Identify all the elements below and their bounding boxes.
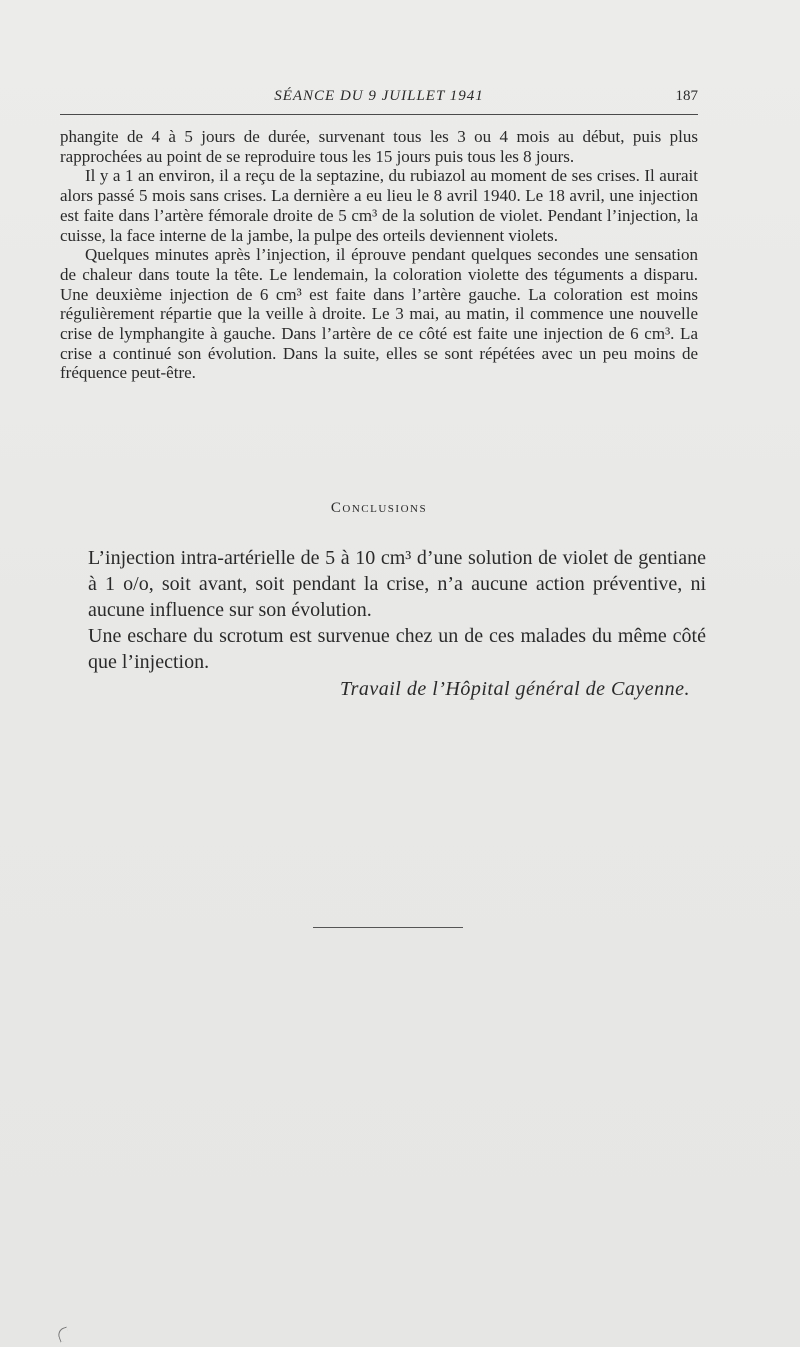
running-title: SÉANCE DU 9 JUILLET 1941: [274, 88, 484, 104]
header-rule: [60, 114, 698, 115]
paragraph-after-injection: Quelques minutes après l’injection, il éprouve pendant quelques secondes une sensation de chaleur dans toute la tête. Le lendemain, la coloration violette des téguments a disparu. Une deuxième injection de 6 cm³ est faite dans l’artère gauche. La coloration est moins régulièrement répartie que la veille à droite. Le 3 mai, au matin, il commence une nouvelle crise de lymphangite à gauche. Dans l’artère de ce côté est faite une injection de 6 cm³. La crise a continué son évolution. Dans la suite, elles se sont répétées avec un peu moins de fréquence peut-être.: [60, 245, 698, 383]
conclusion-paragraph-1: L’injection intra-artérielle de 5 à 10 cm³ d’une solution de violet de gentiane à 1 o/o, soit avant, soit pendant la crise, n’a aucune action préventive, ni aucune influence sur son évolution.: [88, 547, 706, 621]
end-rule: [313, 927, 463, 928]
signature-line: Travail de l’Hôpital général de Cayenne.: [340, 678, 690, 700]
page-number: 187: [675, 88, 698, 104]
conclusions-text: [88, 545, 706, 675]
conclusion-paragraph-2: Une eschare du scrotum est survenue chez un de ces malades du même côté que l’injection.: [88, 625, 706, 673]
body-text: [60, 127, 698, 383]
margin-mark: [56, 1327, 71, 1343]
section-title-conclusions: Conclusions: [330, 500, 428, 516]
paragraph-continuation: phangite de 4 à 5 jours de durée, survenant tous les 3 ou 4 mois au début, puis plus rapprochées au point de se reproduire tous les 15 jours puis tous les 8 jours.: [60, 127, 698, 166]
running-head: [60, 88, 698, 112]
paragraph-treatment: Il y a 1 an environ, il a reçu de la septazine, du rubiazol au moment de ses crises. Il aurait alors passé 5 mois sans crises. La dernière a eu lieu le 8 avril 1940. Le 18 avril, une injection est faite dans l’artère fémorale droite de 5 cm³ de la solution de violet. Pendant l’injection, la cuisse, la face interne de la jambe, la pulpe des orteils deviennent violets.: [60, 166, 698, 245]
